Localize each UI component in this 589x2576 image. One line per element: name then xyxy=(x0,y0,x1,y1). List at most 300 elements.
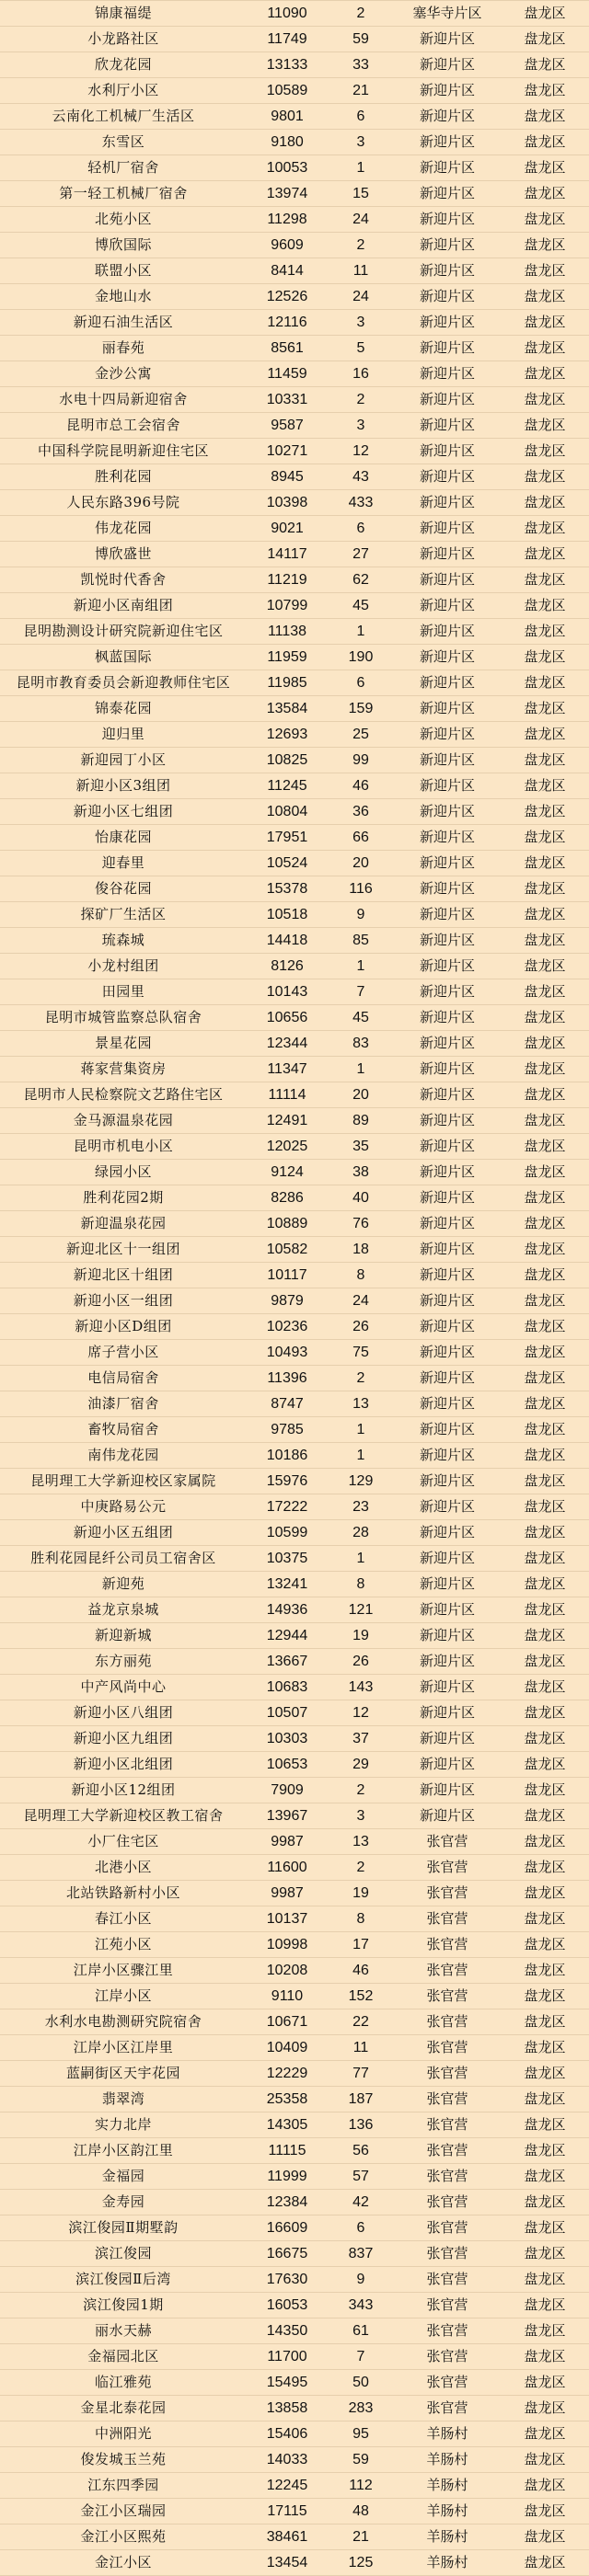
unit-price-cell: 10889 xyxy=(266,1216,308,1231)
community-name-cell: 锦康福缇 xyxy=(94,5,152,21)
unit-price-cell: 8747 xyxy=(271,1396,304,1412)
table-row xyxy=(0,155,589,181)
listing-count-cell: 11 xyxy=(352,2040,369,2055)
area-name-cell: 新迎片区 xyxy=(419,571,475,588)
district-name-cell: 盘龙区 xyxy=(524,159,566,176)
district-name-cell: 盘龙区 xyxy=(524,2451,566,2467)
listing-count-cell: 2 xyxy=(356,1860,365,1875)
district-name-cell: 盘龙区 xyxy=(524,1884,566,1901)
table-row xyxy=(0,2009,589,2035)
district-name-cell: 盘龙区 xyxy=(524,2065,566,2081)
listing-count-cell: 56 xyxy=(352,2143,369,2158)
table-row xyxy=(0,464,589,490)
unit-price-cell: 13858 xyxy=(266,2400,308,2416)
area-name-cell: 新迎片区 xyxy=(419,1601,475,1618)
area-name-cell: 新迎片区 xyxy=(419,236,475,253)
unit-price-cell: 15495 xyxy=(266,2375,308,2390)
community-name-cell: 迎归里 xyxy=(101,726,145,742)
listing-count-cell: 61 xyxy=(352,2323,369,2339)
community-name-cell: 琉森城 xyxy=(101,932,145,948)
area-name-cell: 新迎片区 xyxy=(419,1266,475,1283)
community-name-cell: 新迎小区12组团 xyxy=(71,1781,176,1798)
listing-count-cell: 85 xyxy=(352,933,369,948)
district-name-cell: 盘龙区 xyxy=(524,1266,566,1283)
listing-count-cell: 6 xyxy=(356,109,365,124)
listing-count-cell: 159 xyxy=(348,701,374,716)
unit-price-cell: 17222 xyxy=(266,1499,308,1515)
district-name-cell: 盘龙区 xyxy=(524,648,566,665)
district-name-cell: 盘龙区 xyxy=(524,2322,566,2339)
district-name-cell: 盘龙区 xyxy=(524,2142,566,2158)
district-name-cell: 盘龙区 xyxy=(524,1807,566,1824)
district-name-cell: 盘龙区 xyxy=(524,1730,566,1746)
unit-price-cell: 10375 xyxy=(266,1551,308,1566)
listing-count-cell: 1 xyxy=(356,1061,365,1077)
table-row xyxy=(0,1,589,27)
community-name-cell: 昆明市人民检察院文艺路住宅区 xyxy=(23,1086,224,1103)
table-row xyxy=(0,722,589,748)
listing-count-cell: 24 xyxy=(352,1293,369,1309)
listing-count-cell: 22 xyxy=(352,2014,369,2030)
unit-price-cell: 11219 xyxy=(267,572,307,588)
table-body xyxy=(0,1,589,2576)
table-row xyxy=(0,902,589,928)
unit-price-cell: 10143 xyxy=(266,984,308,1000)
area-name-cell: 新迎片区 xyxy=(419,700,475,716)
unit-price-cell: 9587 xyxy=(271,418,304,433)
table-row xyxy=(0,1134,589,1160)
district-name-cell: 盘龙区 xyxy=(524,2425,566,2442)
unit-price-cell: 13967 xyxy=(266,1808,308,1824)
district-name-cell: 盘龙区 xyxy=(524,1395,566,1412)
community-name-cell: 江岸小区韵江里 xyxy=(73,2142,174,2158)
unit-price-cell: 10524 xyxy=(266,855,308,871)
listing-count-cell: 5 xyxy=(356,340,365,356)
area-name-cell: 新迎片区 xyxy=(419,803,475,819)
area-name-cell: 张官营 xyxy=(426,1962,468,1978)
community-name-cell: 枫蓝国际 xyxy=(94,648,152,665)
area-name-cell: 新迎片区 xyxy=(419,1550,475,1566)
area-name-cell: 新迎片区 xyxy=(419,185,475,201)
table-row xyxy=(0,1314,589,1340)
community-name-cell: 江岸小区 xyxy=(94,1987,152,2004)
community-name-cell: 昆明理工大学新迎校区家属院 xyxy=(30,1472,216,1489)
unit-price-cell: 12384 xyxy=(266,2194,308,2210)
area-name-cell: 新迎片区 xyxy=(419,1704,475,1721)
district-name-cell: 盘龙区 xyxy=(524,1112,566,1128)
community-name-cell: 江苑小区 xyxy=(94,1936,152,1952)
unit-price-cell: 9180 xyxy=(271,134,304,150)
community-name-cell: 北港小区 xyxy=(94,1859,152,1875)
table-row xyxy=(0,2550,589,2576)
district-name-cell: 盘龙区 xyxy=(524,2296,566,2313)
district-name-cell: 盘龙区 xyxy=(524,1369,566,1386)
table-row xyxy=(0,2087,589,2112)
area-name-cell: 羊肠村 xyxy=(426,2477,468,2493)
table-row xyxy=(0,1211,589,1237)
unit-price-cell: 17630 xyxy=(266,2272,308,2287)
table-row xyxy=(0,928,589,954)
listing-count-cell: 36 xyxy=(352,804,369,819)
table-row xyxy=(0,825,589,851)
listing-count-cell: 6 xyxy=(356,2220,365,2236)
unit-price-cell: 10599 xyxy=(266,1525,308,1540)
district-name-cell: 盘龙区 xyxy=(524,1704,566,1721)
community-name-cell: 小龙路社区 xyxy=(87,30,159,47)
community-name-cell: 金江小区熙苑 xyxy=(80,2528,167,2545)
community-name-cell: 新迎北区十组团 xyxy=(73,1266,174,1283)
listing-count-cell: 20 xyxy=(352,855,369,871)
area-name-cell: 新迎片区 xyxy=(419,1730,475,1746)
listing-count-cell: 23 xyxy=(352,1499,369,1515)
listing-count-cell: 837 xyxy=(348,2246,374,2261)
area-name-cell: 新迎片区 xyxy=(419,365,475,382)
community-name-cell: 昆明理工大学新迎校区教工宿舍 xyxy=(23,1807,224,1824)
area-name-cell: 新迎片区 xyxy=(419,56,475,73)
listing-count-cell: 45 xyxy=(352,598,369,613)
listing-count-cell: 190 xyxy=(348,649,374,665)
table-row xyxy=(0,1185,589,1211)
listing-count-cell: 283 xyxy=(348,2400,374,2416)
area-name-cell: 新迎片区 xyxy=(419,1678,475,1695)
community-name-cell: 东雪区 xyxy=(101,133,145,150)
district-name-cell: 盘龙区 xyxy=(524,262,566,279)
community-name-cell: 油漆厂宿舍 xyxy=(87,1395,159,1412)
listing-count-cell: 95 xyxy=(352,2426,369,2442)
community-name-cell: 昆明市总工会宿舍 xyxy=(65,417,180,433)
district-name-cell: 盘龙区 xyxy=(524,2090,566,2107)
listing-count-cell: 43 xyxy=(352,469,369,485)
community-name-cell: 东方丽苑 xyxy=(94,1653,152,1669)
area-name-cell: 张官营 xyxy=(426,1859,468,1875)
table-row xyxy=(0,1237,589,1263)
district-name-cell: 盘龙区 xyxy=(524,365,566,382)
district-name-cell: 盘龙区 xyxy=(524,1498,566,1515)
area-name-cell: 新迎片区 xyxy=(419,1138,475,1154)
area-name-cell: 新迎片区 xyxy=(419,1421,475,1437)
table-row xyxy=(0,27,589,52)
table-row xyxy=(0,1778,589,1803)
table-row xyxy=(0,2318,589,2344)
unit-price-cell: 10493 xyxy=(266,1345,308,1360)
community-name-cell: 金江小区瑞园 xyxy=(80,2502,167,2519)
unit-price-cell: 13133 xyxy=(266,57,308,73)
community-name-cell: 胜利花园昆纤公司员工宿舍区 xyxy=(30,1550,216,1566)
area-name-cell: 新迎片区 xyxy=(419,777,475,794)
listing-count-cell: 2 xyxy=(356,1782,365,1798)
community-name-cell: 小龙村组团 xyxy=(87,957,159,974)
unit-price-cell: 8945 xyxy=(271,469,304,485)
area-name-cell: 新迎片区 xyxy=(419,1807,475,1824)
listing-count-cell: 75 xyxy=(352,1345,369,1360)
unit-price-cell: 16609 xyxy=(266,2220,308,2236)
table-row xyxy=(0,1288,589,1314)
listing-count-cell: 35 xyxy=(352,1139,369,1154)
district-name-cell: 盘龙区 xyxy=(524,1781,566,1798)
district-name-cell: 盘龙区 xyxy=(524,108,566,124)
community-name-cell: 云南化工机械厂生活区 xyxy=(52,108,195,124)
area-name-cell: 新迎片区 xyxy=(419,648,475,665)
table-row xyxy=(0,1263,589,1288)
table-row xyxy=(0,284,589,310)
community-name-cell: 金星北泰花园 xyxy=(80,2399,167,2416)
unit-price-cell: 13667 xyxy=(266,1654,308,1669)
community-name-cell: 胜利花园2期 xyxy=(83,1189,164,1206)
community-name-cell: 中国科学院昆明新迎住宅区 xyxy=(37,442,209,459)
area-name-cell: 张官营 xyxy=(426,2399,468,2416)
community-name-cell: 伟龙花园 xyxy=(94,520,152,536)
unit-price-cell: 11459 xyxy=(267,366,307,382)
community-name-cell: 绿园小区 xyxy=(94,1163,152,1180)
listing-count-cell: 143 xyxy=(348,1679,374,1695)
area-name-cell: 塞华寺片区 xyxy=(412,5,482,21)
district-name-cell: 盘龙区 xyxy=(524,1653,566,1669)
district-name-cell: 盘龙区 xyxy=(524,700,566,716)
district-name-cell: 盘龙区 xyxy=(524,1472,566,1489)
listing-count-cell: 13 xyxy=(352,1396,369,1412)
unit-price-cell: 13454 xyxy=(266,2555,308,2570)
area-name-cell: 羊肠村 xyxy=(426,2425,468,2442)
area-name-cell: 新迎片区 xyxy=(419,751,475,768)
area-name-cell: 新迎片区 xyxy=(419,211,475,227)
area-name-cell: 张官营 xyxy=(426,2219,468,2236)
table-row xyxy=(0,1082,589,1108)
area-name-cell: 新迎片区 xyxy=(419,1627,475,1643)
unit-price-cell: 10271 xyxy=(266,443,308,459)
listing-count-cell: 3 xyxy=(356,315,365,330)
district-name-cell: 盘龙区 xyxy=(524,1601,566,1618)
district-name-cell: 盘龙区 xyxy=(524,1292,566,1309)
unit-price-cell: 9987 xyxy=(271,1885,304,1901)
unit-price-cell: 8414 xyxy=(271,263,304,279)
area-name-cell: 新迎片区 xyxy=(419,880,475,897)
unit-price-cell: 12944 xyxy=(266,1628,308,1643)
community-name-cell: 滨江俊园Ⅱ期墅韵 xyxy=(68,2219,179,2236)
area-name-cell: 新迎片区 xyxy=(419,957,475,974)
community-name-cell: 新迎小区南组团 xyxy=(73,597,174,613)
table-row xyxy=(0,104,589,130)
unit-price-cell: 11999 xyxy=(267,2169,307,2184)
listing-count-cell: 112 xyxy=(349,2478,373,2493)
community-name-cell: 江岸小区骤江里 xyxy=(73,1962,174,1978)
community-name-cell: 畜牧局宿舍 xyxy=(87,1421,159,1437)
listing-count-cell: 89 xyxy=(352,1113,369,1128)
community-name-cell: 联盟小区 xyxy=(94,262,152,279)
unit-price-cell: 8286 xyxy=(271,1190,304,1206)
listing-count-cell: 2 xyxy=(356,392,365,407)
unit-price-cell: 12245 xyxy=(266,2478,308,2493)
area-name-cell: 新迎片区 xyxy=(419,391,475,407)
community-name-cell: 水利厅小区 xyxy=(87,82,159,98)
listing-count-cell: 24 xyxy=(352,212,369,227)
table-row xyxy=(0,619,589,645)
table-row xyxy=(0,2524,589,2550)
unit-price-cell: 10589 xyxy=(266,83,308,98)
listing-count-cell: 99 xyxy=(352,752,369,768)
unit-price-cell: 9879 xyxy=(271,1293,304,1309)
unit-price-cell: 9785 xyxy=(271,1422,304,1437)
unit-price-cell: 11115 xyxy=(268,2143,306,2158)
community-name-cell: 小厂住宅区 xyxy=(87,1833,159,1849)
listing-count-cell: 3 xyxy=(356,134,365,150)
listing-count-cell: 77 xyxy=(352,2066,369,2081)
district-name-cell: 盘龙区 xyxy=(524,1009,566,1025)
unit-price-cell: 10137 xyxy=(266,1911,308,1927)
area-name-cell: 张官营 xyxy=(426,2013,468,2030)
area-name-cell: 新迎片区 xyxy=(419,726,475,742)
unit-price-cell: 9987 xyxy=(271,1834,304,1849)
area-name-cell: 张官营 xyxy=(426,1884,468,1901)
community-name-cell: 益龙京泉城 xyxy=(87,1601,159,1618)
community-name-cell: 丽水天赫 xyxy=(94,2322,152,2339)
community-name-cell: 昆明市城管监察总队宿舍 xyxy=(44,1009,202,1025)
listing-count-cell: 26 xyxy=(352,1654,369,1669)
unit-price-cell: 17951 xyxy=(266,830,308,845)
community-name-cell: 昆明勘测设计研究院新迎住宅区 xyxy=(23,623,224,639)
listing-count-cell: 57 xyxy=(352,2169,369,2184)
community-name-cell: 蒋家营集资房 xyxy=(80,1060,167,1077)
unit-price-cell: 8561 xyxy=(271,340,304,356)
table-row xyxy=(0,1546,589,1572)
area-name-cell: 新迎片区 xyxy=(419,1189,475,1206)
district-name-cell: 盘龙区 xyxy=(524,211,566,227)
community-name-cell: 金福园北区 xyxy=(87,2348,159,2364)
table-row xyxy=(0,593,589,619)
listing-count-cell: 62 xyxy=(352,572,369,588)
district-name-cell: 盘龙区 xyxy=(524,1060,566,1077)
unit-price-cell: 11114 xyxy=(268,1087,306,1103)
district-name-cell: 盘龙区 xyxy=(524,545,566,562)
table-row xyxy=(0,52,589,78)
table-row xyxy=(0,1829,589,1855)
unit-price-cell: 12344 xyxy=(266,1036,308,1051)
district-name-cell: 盘龙区 xyxy=(524,1524,566,1540)
table-row xyxy=(0,1700,589,1726)
listing-count-cell: 38 xyxy=(352,1164,369,1180)
listing-count-cell: 45 xyxy=(352,1010,369,1025)
listing-count-cell: 7 xyxy=(356,2349,365,2364)
table-row xyxy=(0,2370,589,2396)
unit-price-cell: 12229 xyxy=(266,2066,308,2081)
area-name-cell: 新迎片区 xyxy=(419,1163,475,1180)
area-name-cell: 新迎片区 xyxy=(419,1472,475,1489)
table-row xyxy=(0,310,589,336)
community-name-cell: 第一轻工机械厂宿舍 xyxy=(59,185,188,201)
area-name-cell: 新迎片区 xyxy=(419,108,475,124)
community-name-cell: 胜利花园 xyxy=(94,468,152,485)
district-name-cell: 盘龙区 xyxy=(524,2168,566,2184)
district-name-cell: 盘龙区 xyxy=(524,2116,566,2133)
district-name-cell: 盘龙区 xyxy=(524,56,566,73)
listing-count-cell: 9 xyxy=(356,907,365,922)
listing-count-cell: 48 xyxy=(352,2503,369,2519)
table-row xyxy=(0,1984,589,2009)
district-name-cell: 盘龙区 xyxy=(524,623,566,639)
area-name-cell: 新迎片区 xyxy=(419,417,475,433)
area-name-cell: 新迎片区 xyxy=(419,1241,475,1257)
table-row xyxy=(0,2061,589,2087)
community-name-cell: 凯悦时代香舍 xyxy=(80,571,167,588)
community-name-cell: 金福园 xyxy=(101,2168,145,2184)
community-name-cell: 新迎温泉花园 xyxy=(80,1215,167,1231)
area-name-cell: 新迎片区 xyxy=(419,1215,475,1231)
district-name-cell: 盘龙区 xyxy=(524,5,566,21)
listing-count-cell: 1 xyxy=(356,624,365,639)
community-name-cell: 中产风尚中心 xyxy=(80,1678,167,1695)
community-name-cell: 滨江俊园Ⅱ后湾 xyxy=(75,2271,171,2287)
district-name-cell: 盘龙区 xyxy=(524,1163,566,1180)
district-name-cell: 盘龙区 xyxy=(524,2013,566,2030)
community-name-cell: 江东四季园 xyxy=(87,2477,159,2493)
community-name-cell: 实力北岸 xyxy=(94,2116,152,2133)
district-name-cell: 盘龙区 xyxy=(524,1447,566,1463)
table-row xyxy=(0,1340,589,1366)
table-row xyxy=(0,1803,589,1829)
unit-price-cell: 10117 xyxy=(267,1267,307,1283)
table-row xyxy=(0,1906,589,1932)
table-row xyxy=(0,2215,589,2241)
table-row xyxy=(0,2035,589,2061)
district-name-cell: 盘龙区 xyxy=(524,185,566,201)
table-row xyxy=(0,1443,589,1469)
table-row xyxy=(0,2499,589,2524)
listing-count-cell: 3 xyxy=(356,418,365,433)
unit-price-cell: 10656 xyxy=(266,1010,308,1025)
area-name-cell: 张官营 xyxy=(426,1987,468,2004)
district-name-cell: 盘龙区 xyxy=(524,726,566,742)
district-name-cell: 盘龙区 xyxy=(524,803,566,819)
area-name-cell: 羊肠村 xyxy=(426,2554,468,2570)
community-name-cell: 欣龙花园 xyxy=(94,56,152,73)
unit-price-cell: 14418 xyxy=(266,933,308,948)
community-name-cell: 电信局宿舍 xyxy=(87,1369,159,1386)
listing-count-cell: 66 xyxy=(352,830,369,845)
area-name-cell: 新迎片区 xyxy=(419,82,475,98)
district-name-cell: 盘龙区 xyxy=(524,2348,566,2364)
listing-count-cell: 24 xyxy=(352,289,369,304)
district-name-cell: 盘龙区 xyxy=(524,520,566,536)
table-row xyxy=(0,954,589,979)
area-name-cell: 新迎片区 xyxy=(419,854,475,871)
community-name-cell: 中庚路易公元 xyxy=(80,1498,167,1515)
listing-count-cell: 2 xyxy=(356,6,365,21)
listing-count-cell: 76 xyxy=(352,1216,369,1231)
unit-price-cell: 12526 xyxy=(266,289,308,304)
unit-price-cell: 10683 xyxy=(266,1679,308,1695)
district-name-cell: 盘龙区 xyxy=(524,133,566,150)
listing-count-cell: 25 xyxy=(352,727,369,742)
area-name-cell: 张官营 xyxy=(426,2193,468,2210)
area-name-cell: 新迎片区 xyxy=(419,597,475,613)
table-row xyxy=(0,1469,589,1494)
district-name-cell: 盘龙区 xyxy=(524,2374,566,2390)
unit-price-cell: 10303 xyxy=(266,1731,308,1746)
unit-price-cell: 10208 xyxy=(266,1963,308,1978)
community-name-cell: 金寿园 xyxy=(101,2193,145,2210)
table-row xyxy=(0,78,589,104)
listing-count-cell: 13 xyxy=(352,1834,369,1849)
area-name-cell: 新迎片区 xyxy=(419,1575,475,1592)
table-row xyxy=(0,2267,589,2293)
district-name-cell: 盘龙区 xyxy=(524,288,566,304)
area-name-cell: 新迎片区 xyxy=(419,623,475,639)
district-name-cell: 盘龙区 xyxy=(524,2399,566,2416)
community-name-cell: 翡翠湾 xyxy=(101,2090,145,2107)
area-name-cell: 张官营 xyxy=(426,2271,468,2287)
table-row xyxy=(0,979,589,1005)
table-row xyxy=(0,1108,589,1134)
community-name-cell: 蓝嗣街区天宇花园 xyxy=(65,2065,180,2081)
